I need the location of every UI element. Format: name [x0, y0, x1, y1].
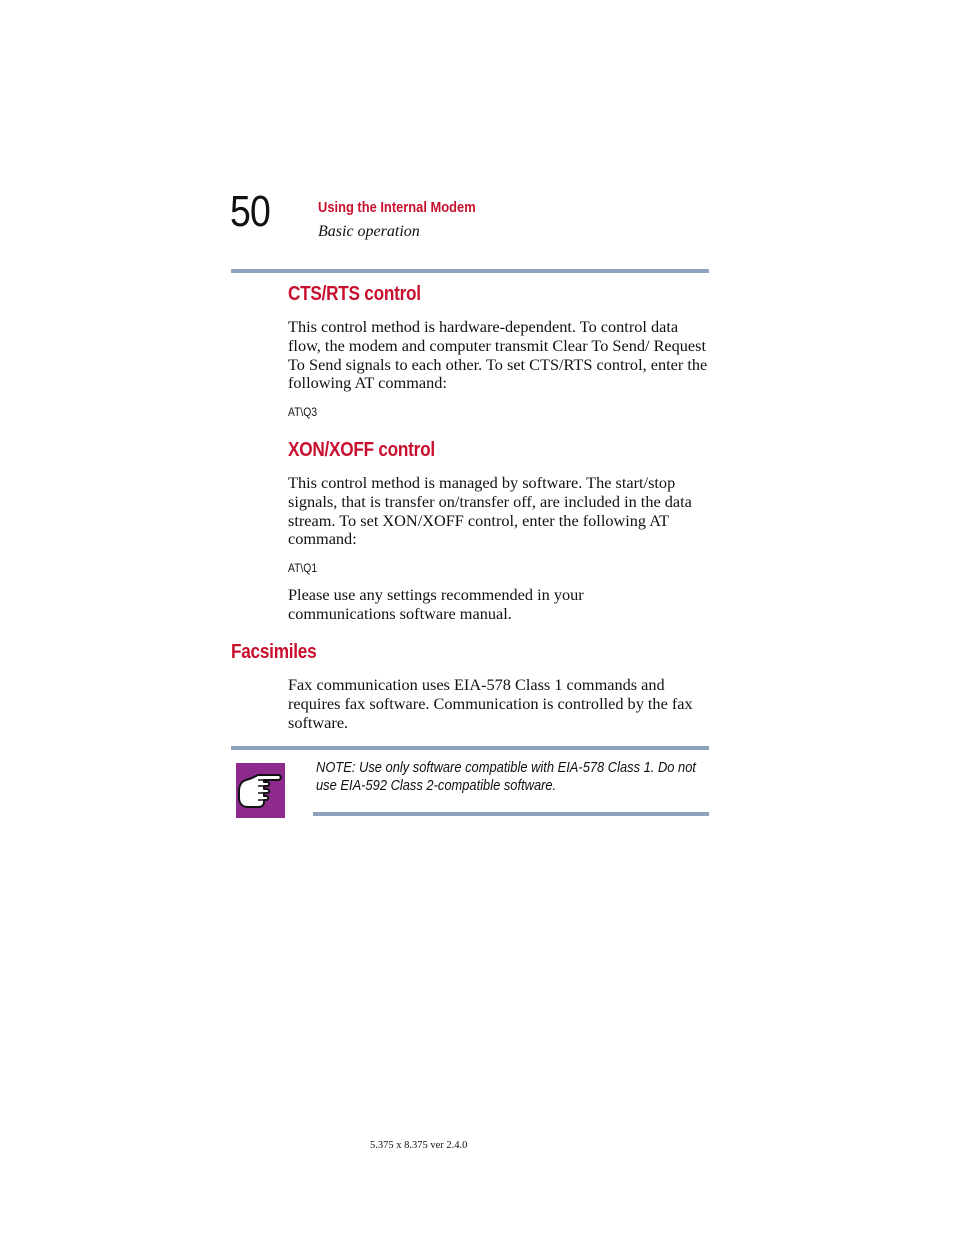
- pointing-hand-icon: [236, 763, 285, 818]
- facsimiles-heading: Facsimiles: [231, 641, 317, 663]
- note-text: NOTE: Use only software compatible with EIA-578 Class 1. Do not use EIA-592 Class 2-compatible software.: [316, 759, 696, 794]
- section-title: Basic operation: [318, 223, 420, 240]
- settings-note: Please use any settings recommended in your communications software manual.: [288, 585, 584, 623]
- note-box: [316, 759, 696, 795]
- cts-rts-heading: CTS/RTS control: [288, 283, 421, 305]
- cts-rts-command: AT\Q3: [288, 405, 318, 419]
- page-number: 50: [230, 187, 270, 236]
- top-divider: [231, 269, 709, 273]
- note-top-divider: [231, 746, 709, 750]
- note-bottom-divider: [313, 812, 709, 816]
- xon-xoff-body: This control method is managed by software. The start/stop signals, that is transfer on/transfer off, are included in the data stream. To set XON/XOFF control, enter the following AT command:: [288, 473, 692, 549]
- cts-rts-body: This control method is hardware-dependent. To control data flow, the modem and computer transmit Clear To Send/ Request To Send signals to each other. To set CTS/RTS control, enter the following AT command:: [288, 317, 708, 393]
- chapter-title: Using the Internal Modem: [318, 199, 476, 216]
- xon-xoff-heading: XON/XOFF control: [288, 439, 435, 461]
- facsimiles-body: Fax communication uses EIA-578 Class 1 commands and requires fax software. Communication is controlled by the fax software.: [288, 675, 693, 732]
- xon-xoff-command: AT\Q1: [288, 561, 318, 575]
- footer-version: 5.375 x 8.375 ver 2.4.0: [370, 1140, 468, 1151]
